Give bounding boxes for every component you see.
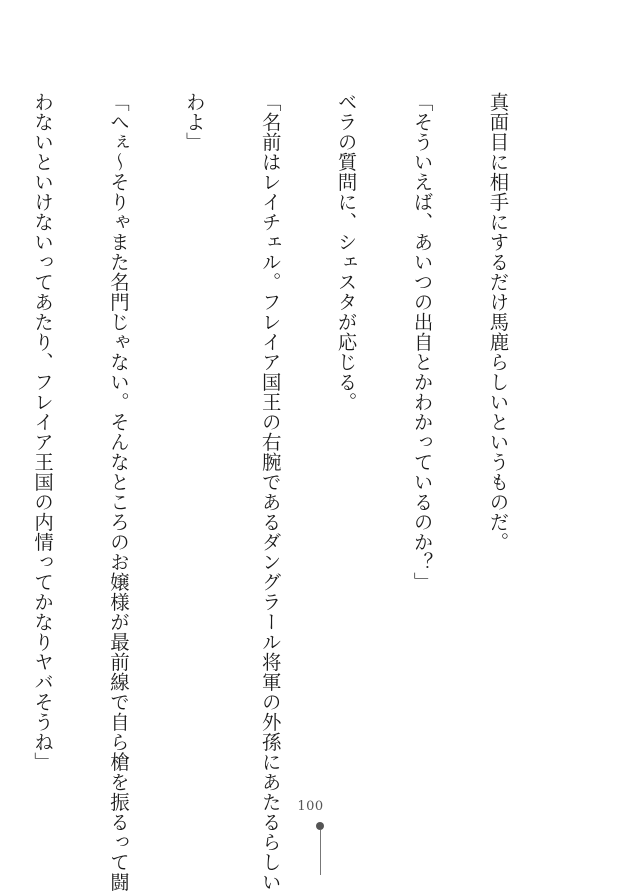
text-line: 「そういえば、あいつの出自とかわかっているのか？」 xyxy=(410,92,434,592)
text-line: 真面目に相手にするだけ馬鹿らしいというものだ。 xyxy=(486,92,510,552)
text-line: ベラの質問に、シェスタが応じる。 xyxy=(334,92,358,412)
text-line: 「へぇ～そりゃまた名門じゃない。そんなところのお嬢様が最前線で自ら槍を振るって闘 xyxy=(106,92,130,892)
page-marker-dot-icon xyxy=(316,822,324,830)
text-line: 「名前はレイチェル。フレイア国王の右腕であるダングラール将軍の外孫にあたるらしい xyxy=(258,92,282,892)
page-number: 100 xyxy=(297,799,324,814)
text-line: わよ」 xyxy=(182,92,206,152)
text-line: わないといけないってあたり、フレイア王国の内情ってかなりヤバそうね」 xyxy=(31,92,55,772)
page-marker-line xyxy=(320,830,321,875)
